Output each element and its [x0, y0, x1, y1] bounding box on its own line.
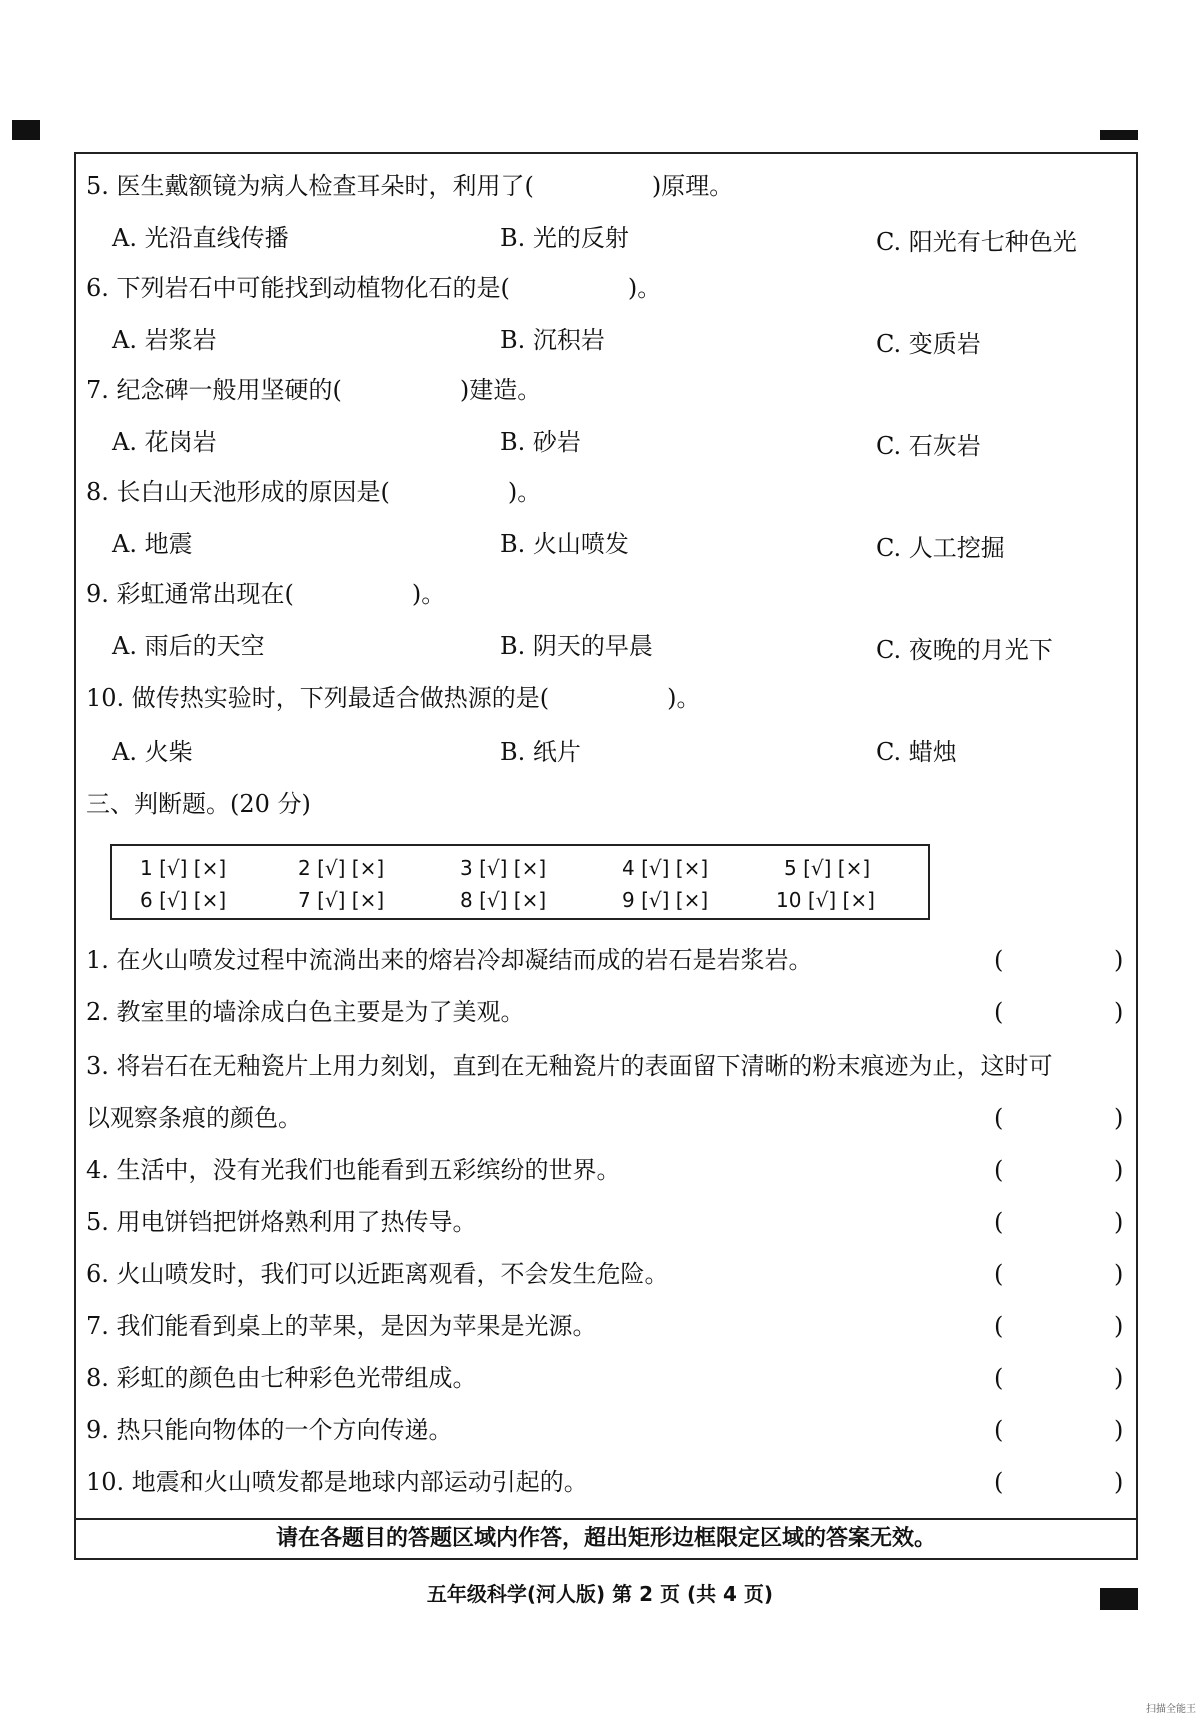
- option-c: C. 石灰岩: [876, 432, 981, 460]
- answer-paren-close: ): [1114, 1156, 1124, 1184]
- true-false-marks[interactable]: [√] [×]: [641, 856, 709, 880]
- judge-item: 2. 教室里的墙涂成白色主要是为了美观。: [86, 998, 525, 1026]
- option-c: C. 蜡烛: [876, 738, 957, 766]
- judge-item: 以观察条痕的颜色。: [86, 1104, 302, 1132]
- registration-mark-top-left: [12, 120, 40, 140]
- judge-item: 10. 地震和火山喷发都是地球内部运动引起的。: [86, 1468, 588, 1496]
- question-stem: 5. 医生戴额镜为病人检查耳朵时，利用了( )原理。: [86, 172, 734, 200]
- answer-paren-open[interactable]: (: [994, 1416, 1004, 1444]
- answer-paren-close: ): [1114, 1260, 1124, 1288]
- grid-cell[interactable]: 7 [√] [×]: [298, 888, 385, 912]
- answer-paren-open[interactable]: (: [994, 1156, 1004, 1184]
- grid-cell[interactable]: 3 [√] [×]: [460, 856, 547, 880]
- option-b: B. 光的反射: [500, 224, 629, 252]
- grid-cell[interactable]: 5 [√] [×]: [784, 856, 871, 880]
- true-false-marks[interactable]: [√] [×]: [317, 856, 385, 880]
- answer-paren-close: ): [1114, 1104, 1124, 1132]
- true-false-marks[interactable]: [√] [×]: [641, 888, 709, 912]
- judge-item: 6. 火山喷发时，我们可以近距离观看，不会发生危险。: [86, 1260, 669, 1288]
- answer-paren-open[interactable]: (: [994, 1104, 1004, 1132]
- option-a: A. 光沿直线传播: [112, 224, 289, 252]
- option-c: C. 夜晚的月光下: [876, 636, 1053, 664]
- answer-paren-close: ): [1114, 1364, 1124, 1392]
- judge-item: 9. 热只能向物体的一个方向传递。: [86, 1416, 453, 1444]
- option-a: A. 火柴: [112, 738, 193, 766]
- answer-paren-open[interactable]: (: [994, 1260, 1004, 1288]
- option-b: B. 火山喷发: [500, 530, 629, 558]
- section-title: 三、判断题。(20 分): [86, 790, 311, 818]
- answer-grid: [110, 844, 930, 920]
- answer-paren-open[interactable]: (: [994, 1312, 1004, 1340]
- judge-item: 5. 用电饼铛把饼烙熟利用了热传导。: [86, 1208, 477, 1236]
- answer-paren-open[interactable]: (: [994, 1468, 1004, 1496]
- option-c: C. 变质岩: [876, 330, 981, 358]
- answer-paren-close: ): [1114, 1416, 1124, 1444]
- answer-paren-close: ): [1114, 1468, 1124, 1496]
- option-c: C. 阳光有七种色光: [876, 228, 1077, 256]
- true-false-marks[interactable]: [√] [×]: [479, 888, 547, 912]
- answer-paren-close: ): [1114, 1208, 1124, 1236]
- true-false-marks[interactable]: [√] [×]: [317, 888, 385, 912]
- judge-item: 7. 我们能看到桌上的苹果，是因为苹果是光源。: [86, 1312, 597, 1340]
- page-footer: 五年级科学(河人版) 第 2 页 (共 4 页): [426, 1582, 774, 1606]
- answer-paren-close: ): [1114, 1312, 1124, 1340]
- judge-item: 3. 将岩石在无釉瓷片上用力刻划，直到在无釉瓷片的表面留下清晰的粉末痕迹为止，这时可: [86, 1052, 1053, 1080]
- judge-item: 4. 生活中，没有光我们也能看到五彩缤纷的世界。: [86, 1156, 621, 1184]
- true-false-marks[interactable]: [√] [×]: [803, 856, 871, 880]
- question-stem: 6. 下列岩石中可能找到动植物化石的是( )。: [86, 274, 662, 302]
- option-b: B. 阴天的早晨: [500, 632, 653, 660]
- option-b: B. 沉积岩: [500, 326, 605, 354]
- question-stem: 9. 彩虹通常出现在( )。: [86, 580, 446, 608]
- grid-cell[interactable]: 2 [√] [×]: [298, 856, 385, 880]
- true-false-marks[interactable]: [√] [×]: [807, 888, 875, 912]
- judge-item: 8. 彩虹的颜色由七种彩色光带组成。: [86, 1364, 477, 1392]
- answer-paren-close: ): [1114, 946, 1124, 974]
- true-false-marks[interactable]: [√] [×]: [479, 856, 547, 880]
- question-stem: 10. 做传热实验时，下列最适合做热源的是( )。: [86, 684, 701, 712]
- option-a: A. 雨后的天空: [112, 632, 265, 660]
- grid-cell[interactable]: 4 [√] [×]: [622, 856, 709, 880]
- option-c: C. 人工挖掘: [876, 534, 1005, 562]
- answer-paren-open[interactable]: (: [994, 946, 1004, 974]
- scanner-watermark: 扫描全能王: [1146, 1704, 1196, 1715]
- true-false-marks[interactable]: [√] [×]: [159, 888, 227, 912]
- registration-mark-top-right: [1100, 130, 1138, 140]
- answer-area-notice: 请在各题目的答题区域内作答，超出矩形边框限定区域的答案无效。: [74, 1518, 1138, 1560]
- answer-paren-open[interactable]: (: [994, 1208, 1004, 1236]
- option-a: A. 花岗岩: [112, 428, 217, 456]
- grid-cell[interactable]: 10 [√] [×]: [776, 888, 875, 912]
- grid-cell[interactable]: 8 [√] [×]: [460, 888, 547, 912]
- option-b: B. 纸片: [500, 738, 581, 766]
- option-b: B. 砂岩: [500, 428, 581, 456]
- answer-paren-open[interactable]: (: [994, 998, 1004, 1026]
- option-a: A. 地震: [112, 530, 193, 558]
- grid-cell[interactable]: 1 [√] [×]: [140, 856, 227, 880]
- answer-paren-close: ): [1114, 998, 1124, 1026]
- grid-cell[interactable]: 6 [√] [×]: [140, 888, 227, 912]
- option-a: A. 岩浆岩: [112, 326, 217, 354]
- answer-paren-open[interactable]: (: [994, 1364, 1004, 1392]
- true-false-marks[interactable]: [√] [×]: [159, 856, 227, 880]
- question-stem: 7. 纪念碑一般用坚硬的( )建造。: [86, 376, 542, 404]
- judge-item: 1. 在火山喷发过程中流淌出来的熔岩冷却凝结而成的岩石是岩浆岩。: [86, 946, 813, 974]
- question-stem: 8. 长白山天池形成的原因是( )。: [86, 478, 542, 506]
- grid-cell[interactable]: 9 [√] [×]: [622, 888, 709, 912]
